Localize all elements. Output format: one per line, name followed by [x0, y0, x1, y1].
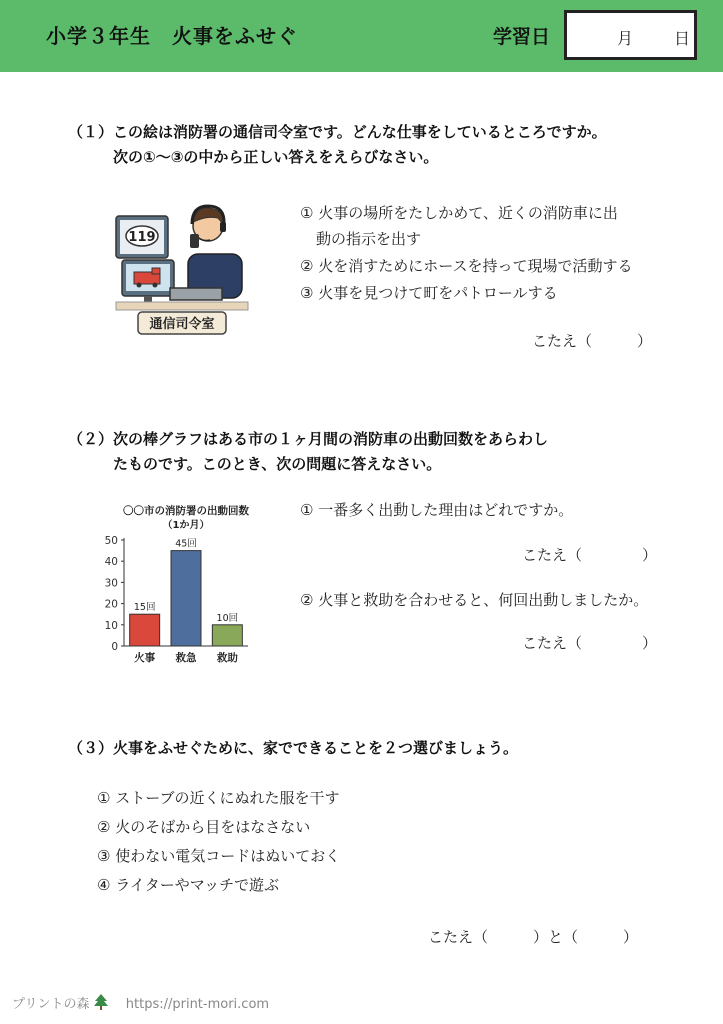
tree-icon [94, 994, 108, 1010]
q1-line1: （１）この絵は消防署の通信司令室です。どんな仕事をしているところですか。 [68, 123, 607, 141]
category-label: 救急 [175, 652, 197, 664]
q1-option-2: ② 火を消すためにホースを持って現場で活動する [300, 257, 633, 275]
bar-0 [130, 614, 160, 646]
bar-2 [212, 625, 242, 646]
q3-line1: （３）火事をふせぐために、家でできることを２つ選びましょう。 [68, 739, 519, 757]
room-label: 通信司令室 [149, 317, 215, 332]
chart-title: 〇〇市の消防署の出動回数 [123, 505, 249, 517]
day-label: 日 [674, 29, 691, 48]
category-label: 火事 [134, 652, 156, 664]
q2-sub2: ② 火事と救助を合わせると、何回出動しましたか。 [300, 591, 649, 609]
q1-answer-field[interactable]: こたえ（ ） [532, 332, 653, 350]
date-box [564, 10, 697, 60]
q2-sub1: ① 一番多く出動した理由はどれですか。 [300, 501, 574, 519]
phone-number: 119 [128, 230, 156, 245]
category-label: 救助 [216, 652, 238, 664]
phone-icon [190, 234, 199, 248]
footer-url[interactable]: https://print-mori.com [125, 997, 270, 1012]
month-label: 月 [617, 29, 634, 48]
y-tick-label: 40 [104, 556, 118, 569]
q1-line2: 次の①～③の中から正しい答えをえらびなさい。 [113, 148, 439, 166]
q2-answer2-field[interactable]: こたえ（ ） [522, 634, 658, 652]
date-label: 学習日 [493, 26, 551, 48]
q3-option-1: ① ストーブの近くにぬれた服を干す [97, 789, 340, 807]
y-tick-label: 10 [104, 619, 118, 632]
y-tick-label: 0 [111, 641, 118, 653]
bar-1 [171, 551, 201, 646]
y-tick-label: 30 [104, 577, 118, 590]
keyboard [170, 288, 222, 300]
q3-option-3: ③ 使わない電気コードはぬいておく [97, 847, 341, 865]
header-bar [0, 0, 723, 72]
y-tick-label: 20 [104, 598, 118, 611]
q1-option-1-cont: 動の指示を出す [316, 230, 422, 248]
desk [116, 302, 248, 310]
dispatch-room-illustration [112, 198, 252, 336]
q1-option-1: ① 火事の場所をたしかめて、近くの消防車に出 [300, 204, 618, 222]
y-tick-label: 50 [104, 535, 118, 547]
q2-line2: たものです。このとき、次の問題に答えなさい。 [113, 455, 442, 473]
bar-value-label: 15回 [133, 602, 156, 614]
q2-answer1-field[interactable]: こたえ（ ） [522, 546, 658, 564]
q3-option-2: ② 火のそばから目をはなさない [97, 818, 311, 836]
q2-line1: （２）次の棒グラフはある市の１ヶ月間の消防車の出動回数をあらわし [68, 430, 549, 448]
q3-option-4: ④ ライターやマッチで遊ぶ [97, 876, 280, 894]
page-title: 小学３年生 火事をふせぐ [46, 24, 298, 48]
q3-answer-field[interactable]: こたえ（ ）と（ ） [428, 928, 639, 946]
footer [12, 993, 269, 1012]
chart-subtitle: （1か月） [162, 520, 210, 531]
dispatch-bar-chart [100, 498, 270, 668]
bar-value-label: 10回 [216, 612, 239, 624]
q1-option-3: ③ 火事を見つけて町をパトロールする [300, 284, 558, 302]
bar-value-label: 45回 [175, 538, 197, 550]
footer-brand: プリントの森 [12, 997, 90, 1012]
